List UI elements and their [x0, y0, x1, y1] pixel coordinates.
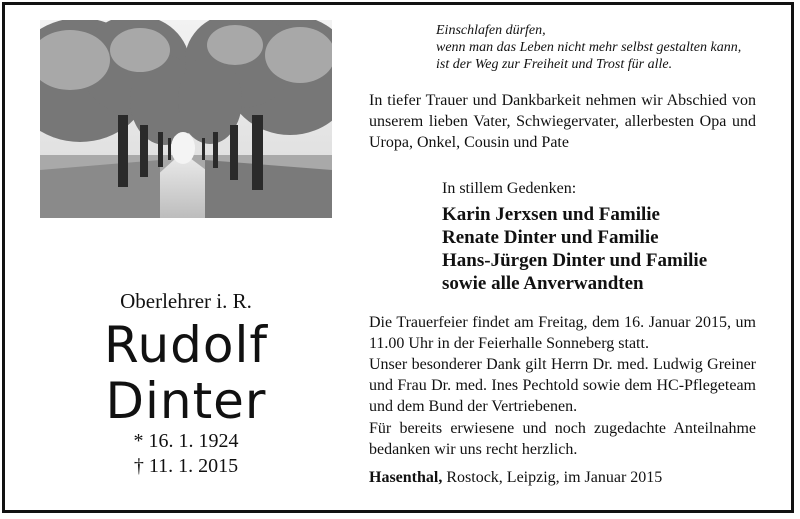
special-thanks: Unser besonderer Dank gilt Herrn Dr. med. Ludwig Greiner und Frau Dr. med. Ines Pechtold sowie dem HC-Pflegeteam und dem Bund der Vertriebenen.	[369, 356, 756, 415]
mourners-list	[442, 203, 707, 295]
death-date: † 11. 1. 2015	[133, 455, 239, 477]
place-date-line	[369, 469, 662, 487]
funeral-service-info: Die Trauerfeier findet am Freitag, dem 16. Januar 2015, um 11.00 Uhr in der Feierhalle Sonneberg statt.	[369, 314, 756, 352]
mourner-item: Renate Dinter und Familie	[442, 227, 659, 248]
mourner-item: Hans-Jürgen Dinter und Familie	[442, 250, 708, 271]
tree-avenue-photo	[40, 20, 332, 218]
appreciation-note: Für bereits erwiesene und noch zugedachte Anteilnahme bedanken wir uns recht herzlich.	[369, 420, 756, 458]
tree-avenue-image	[40, 20, 332, 218]
place-town: Hasenthal,	[369, 469, 443, 486]
quote-line: Einschlafen dürfen,	[436, 23, 546, 38]
deceased-last-name: Dinter	[105, 372, 267, 430]
quote-line: ist der Weg zur Freiheit und Trost für alle.	[436, 57, 673, 72]
farewell-intro: In tiefer Trauer und Dankbarkeit nehmen wir Abschied von unserem lieben Vater, Schwiegervater, allerbesten Opa und Uropa, Onkel, Cousin und Pate	[369, 92, 756, 151]
mourner-item: Karin Jerxsen und Familie	[442, 204, 660, 225]
in-memory-label: In stillem Gedenken:	[442, 180, 577, 197]
quote-line: wenn man das Leben nicht mehr selbst gestalten kann,	[436, 40, 742, 55]
mourner-item: sowie alle Anverwandten	[442, 273, 644, 294]
birth-date: * 16. 1. 1924	[133, 430, 239, 452]
epigraph-quote	[436, 22, 776, 73]
deceased-title: Oberlehrer i. R.	[120, 289, 252, 313]
deceased-first-name: Rudolf	[103, 316, 268, 374]
place-rest: Rostock, Leipzig, im Januar 2015	[442, 469, 663, 486]
